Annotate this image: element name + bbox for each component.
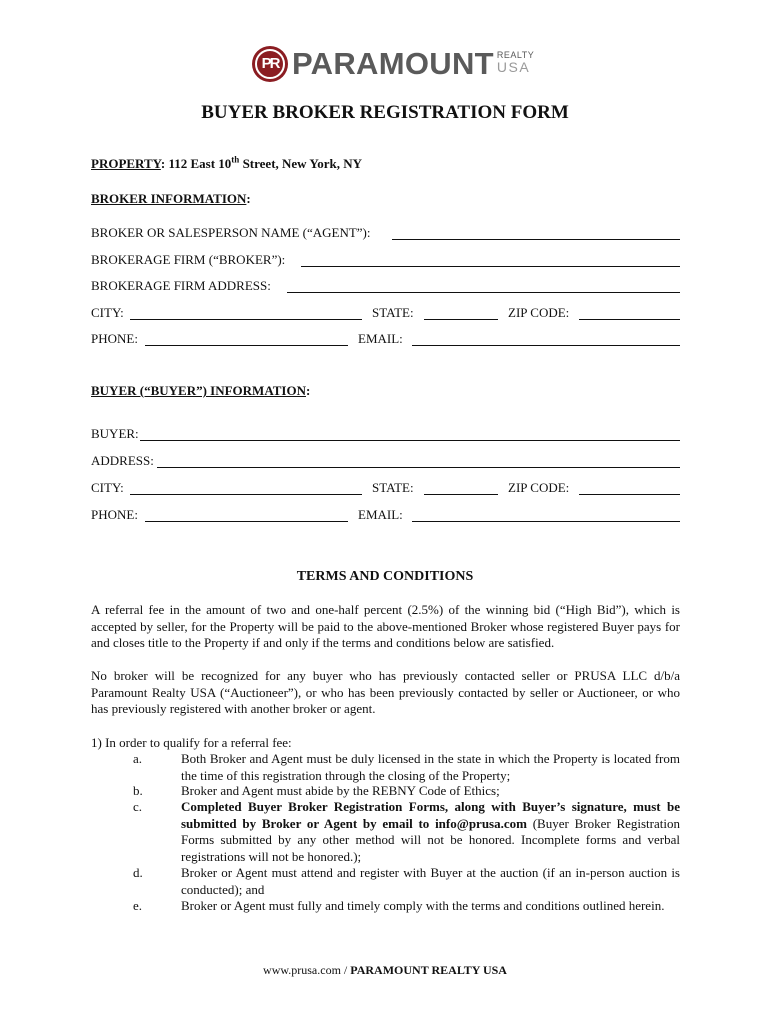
list-item-text: Both Broker and Agent must be duly licensed in the state in which the Property is located from the time of this registration through the closing of the Property;: [181, 751, 680, 783]
form-title: BUYER BROKER REGISTRATION FORM: [201, 102, 569, 123]
brokerage-address-field[interactable]: [287, 292, 680, 293]
list-item-letter: d.: [133, 865, 143, 880]
broker-email-label: EMAIL:: [358, 331, 403, 346]
list-item-text: (Buyer Broker Registration Forms submitted by any other method will not be honored. Incomplete forms and verbal registrations will not be honored.);: [181, 815, 680, 864]
property-address-post: Street, New York, NY: [239, 156, 363, 171]
list-item-text: Broker or Agent must attend and register with Buyer at the auction (if an in-person auction is conducted); and: [181, 865, 680, 897]
buyer-email-label: EMAIL:: [358, 507, 403, 522]
buyer-zip-label: ZIP CODE:: [508, 480, 570, 495]
pr-seal-icon: [252, 46, 288, 82]
buyer-state-label: STATE:: [372, 480, 414, 495]
property-line: PROPERTY: 112 East 10th Street, New York, NY: [91, 154, 363, 171]
broker-state-label: STATE:: [372, 305, 414, 320]
buyer-city-label: CITY:: [91, 480, 124, 495]
list-item-text-mixed: [181, 799, 680, 865]
broker-heading-text: BROKER INFORMATION: [91, 191, 247, 206]
list-item-bold-text: Completed Buyer Broker Registration Forms, along with Buyer’s signature, must be submitted by Broker or Agent by email to info@prusa.com: [181, 799, 680, 831]
broker-phone-label: PHONE:: [91, 331, 138, 346]
agent-name-label: BROKER OR SALESPERSON NAME (“AGENT”):: [91, 225, 371, 240]
broker-phone-field[interactable]: [145, 345, 348, 346]
buyer-heading-text: BUYER (“BUYER”) INFORMATION: [91, 383, 306, 398]
paramount-logo: [252, 44, 534, 84]
terms-paragraph-referral-fee: A referral fee in the amount of two and one-half percent (2.5%) of the winning bid (“High Bid”), which is accepted by seller, for the Property will be paid to the above-mentioned Broker whose registered Buyer pays for and closes title to the Property if and only if the terms and conditions below are satisfied.: [91, 602, 680, 650]
list-item-letter: a.: [133, 751, 143, 766]
buyer-address-field[interactable]: [157, 467, 680, 468]
buyer-address-label: ADDRESS:: [91, 453, 154, 468]
logo-realty: REALTY: [496, 50, 535, 60]
broker-zip-label: ZIP CODE:: [508, 305, 570, 320]
buyer-phone-field[interactable]: [145, 521, 348, 522]
buyer-info-heading: BUYER (“BUYER”) INFORMATION:: [91, 383, 311, 398]
qualify-intro: 1) In order to qualify for a referral fee:: [91, 735, 292, 750]
list-item-letter: c.: [133, 799, 143, 814]
logo-brand: PARAMOUNT: [292, 46, 494, 81]
terms-paragraph-recognition: No broker will be recognized for any buyer who has previously contacted seller or PRUSA LLC d/b/a Paramount Realty USA (“Auctioneer”), or who has been previously contacted by seller or Auctioneer, or who has previously registered with another broker or agent.: [91, 668, 680, 716]
list-item-text: Broker or Agent must fully and timely comply with the terms and conditions outlined herein.: [181, 898, 665, 913]
agent-name-field[interactable]: [392, 239, 680, 240]
broker-city-field[interactable]: [130, 319, 362, 320]
buyer-name-label: BUYER:: [91, 426, 139, 441]
list-item-text: Broker and Agent must abide by the REBNY Code of Ethics;: [181, 783, 500, 798]
list-item-letter: e.: [133, 898, 143, 913]
footer-brand: PARAMOUNT REALTY USA: [350, 963, 507, 977]
terms-heading: TERMS AND CONDITIONS: [296, 569, 474, 584]
brokerage-address-label: BROKERAGE FIRM ADDRESS:: [91, 278, 271, 293]
logo-usa: USA: [496, 59, 531, 75]
buyer-name-field[interactable]: [140, 440, 680, 441]
footer: [0, 963, 770, 978]
buyer-phone-label: PHONE:: [91, 507, 138, 522]
broker-email-field[interactable]: [412, 345, 680, 346]
property-address-sup: th: [231, 154, 240, 165]
broker-info-heading: BROKER INFORMATION:: [91, 191, 251, 206]
brokerage-firm-label: BROKERAGE FIRM (“BROKER”):: [91, 252, 286, 267]
footer-separator: /: [340, 963, 351, 977]
broker-state-field[interactable]: [424, 319, 498, 320]
broker-zip-field[interactable]: [579, 319, 680, 320]
buyer-email-field[interactable]: [412, 521, 680, 522]
seal-letters: PR: [261, 55, 279, 72]
buyer-city-field[interactable]: [130, 494, 362, 495]
list-item-letter: b.: [133, 783, 143, 798]
broker-city-label: CITY:: [91, 305, 124, 320]
property-address-pre: 112 East 10: [168, 156, 232, 171]
buyer-zip-field[interactable]: [579, 494, 680, 495]
buyer-state-field[interactable]: [424, 494, 498, 495]
brokerage-firm-field[interactable]: [301, 266, 680, 267]
property-label: PROPERTY: [91, 156, 161, 171]
footer-url[interactable]: www.prusa.com: [263, 963, 341, 977]
